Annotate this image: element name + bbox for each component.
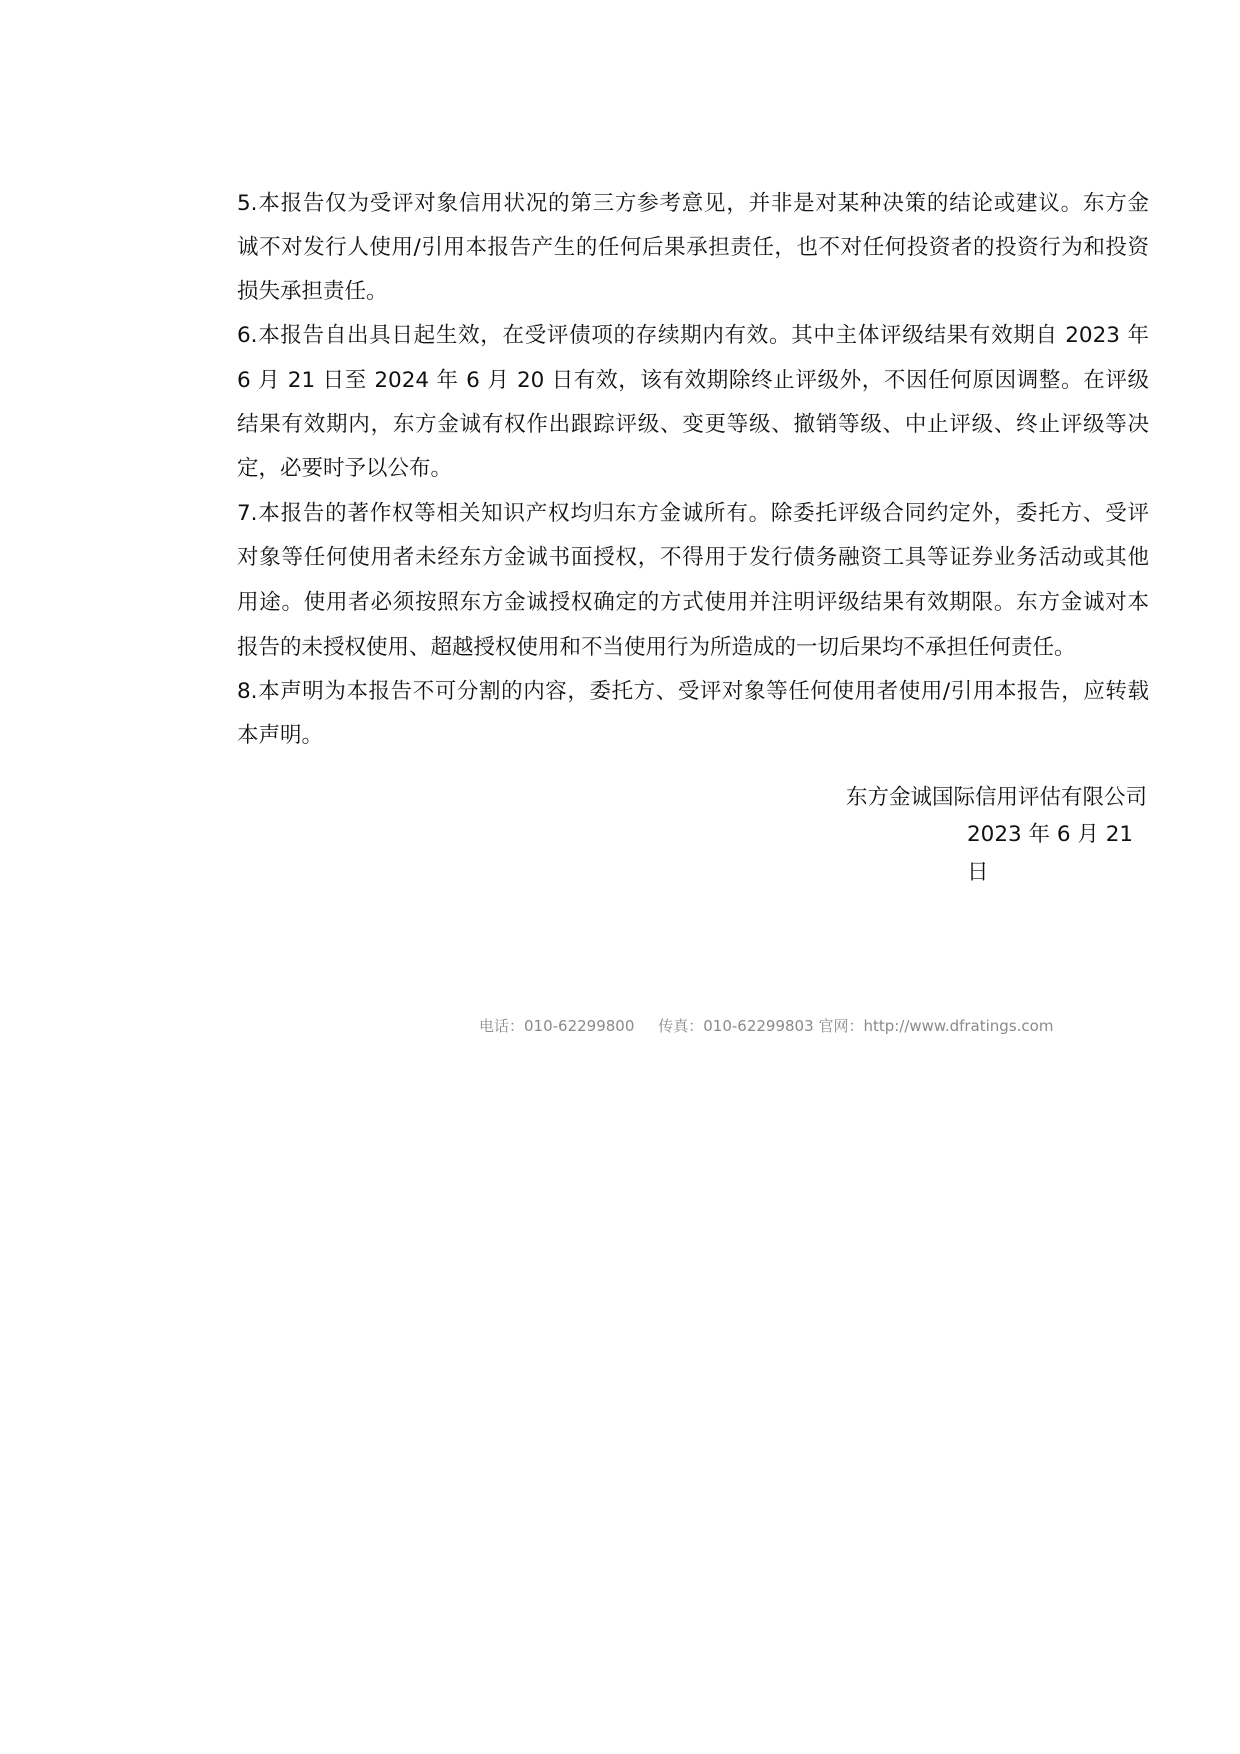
footer-fax: 传真：010-62299803: [658, 1017, 814, 1035]
footer-website: 官网：http://www.dfratings.com: [818, 1017, 1054, 1035]
paragraph-8-line-1: 8.本声明为本报告不可分割的内容，委托方、受评对象等任何使用者使用/引用本报告，应转载: [237, 679, 1149, 704]
paragraph-5-line-3: 损失承担责任。: [237, 279, 388, 304]
paragraph-5-line-2: 诚不对发行人使用/引用本报告产生的任何后果承担责任，也不对任何投资者的投资行为和投资: [237, 235, 1149, 260]
paragraph-7-line-1: 7.本报告的著作权等相关知识产权均归东方金诚所有。除委托评级合同约定外，委托方、受评: [237, 501, 1149, 526]
paragraph-8-line-2: 本声明。: [237, 723, 324, 748]
signature-date: 2023 年 6 月 21: [967, 822, 1134, 847]
signature-company: 东方金诚国际信用评估有限公司: [845, 785, 1147, 810]
signature-date-day: 日: [967, 860, 989, 885]
paragraph-7-line-3: 用途。使用者必须按照东方金诚授权确定的方式使用并注明评级结果有效期限。东方金诚对本: [237, 590, 1149, 615]
footer-phone: 电话：010-62299800: [479, 1017, 635, 1035]
paragraph-6-line-2: 6 月 21 日至 2024 年 6 月 20 日有效，该有效期除终止评级外，不因任何原因调整。在评级: [237, 368, 1149, 393]
paragraph-7-line-2: 对象等任何使用者未经东方金诚书面授权，不得用于发行债务融资工具等证券业务活动或其他: [237, 545, 1149, 570]
paragraph-6-line-3: 结果有效期内，东方金诚有权作出跟踪评级、变更等级、撤销等级、中止评级、终止评级等决: [237, 412, 1149, 437]
paragraph-6-line-4: 定，必要时予以公布。: [237, 456, 453, 481]
paragraph-6-line-1: 6.本报告自出具日起生效，在受评债项的存续期内有效。其中主体评级结果有效期自 2023 年: [237, 323, 1149, 348]
paragraph-5-line-1: 5.本报告仅为受评对象信用状况的第三方参考意见，并非是对某种决策的结论或建议。东方金: [237, 191, 1149, 216]
paragraph-7-line-4: 报告的未授权使用、超越授权使用和不当使用行为所造成的一切后果均不承担任何责任。: [237, 635, 1076, 660]
page-footer: [479, 1015, 1053, 1036]
